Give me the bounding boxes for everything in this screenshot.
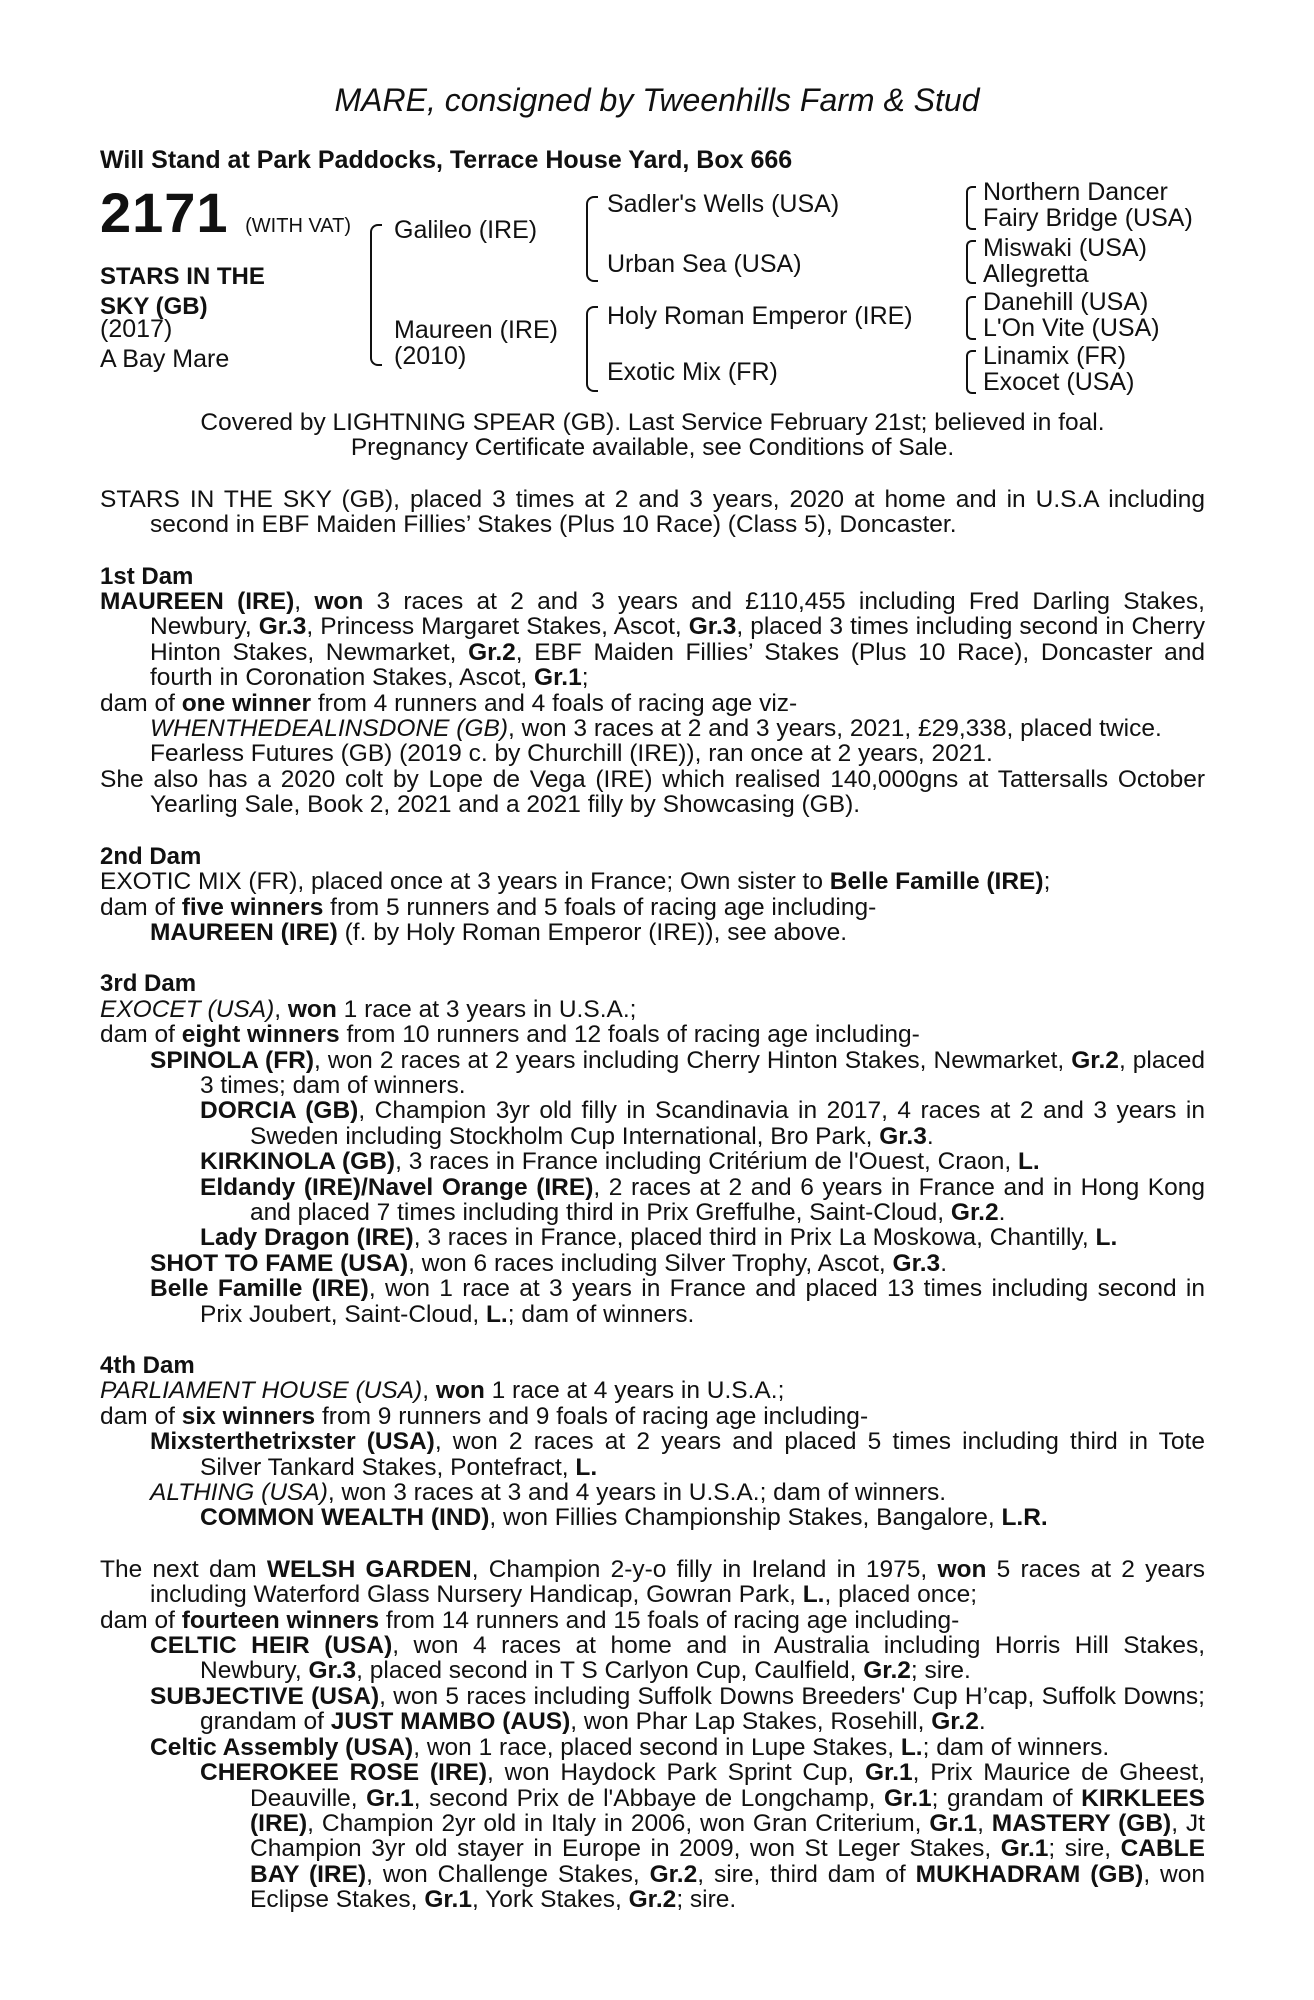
- next-dam-produce: dam of fourteen winners from 14 runners and 15 foals of racing age including-: [100, 1606, 960, 1634]
- first-dam-heading: 1st Dam: [100, 562, 194, 590]
- produce-entry: MAUREEN (IRE) (f. by Holy Roman Emperor (IRE)), see above.: [150, 918, 848, 946]
- produce-entry: Eldandy (IRE)/Navel Orange (IRE), 2 races at 2 and 6 years in France and in Hong Kong and placed 7 times including third in Prix Greffulhe, Saint-Cloud, Gr.2.: [200, 1173, 1206, 1226]
- produce-entry: Mixsterthetrixster (USA), won 2 races at 2 years and placed 5 times including third in Tote Silver Tankard Stakes, Pontefract, L.: [150, 1428, 1205, 1481]
- third-dam-record: EXOCET (USA), won 1 race at 3 years in U.S.A.;: [100, 995, 637, 1023]
- first-dam-record: MAUREEN (IRE), won 3 races at 2 and 3 years and £110,455 including Fred Darling Stakes, Newbury, Gr.3, Princess Margaret Stakes, Ascot, Gr.3, placed 3 times including second in Cherry Hinton Stakes, Newmarket, Gr.2, EBF Maiden Fillies’ Stakes (Plus 10 Race), Doncaster and fourth in Coronation Stakes, Ascot, Gr.1;: [100, 588, 1205, 692]
- second-dam-heading: 2nd Dam: [100, 842, 202, 870]
- next-dam-record: The next dam WELSH GARDEN, Champion 2-y-o filly in Ireland in 1975, won 5 races at 2 years including Waterford Glass Nursery Handicap, Gowran Park, L., placed once;: [100, 1555, 1206, 1609]
- lot-number-value: 2171: [100, 181, 229, 244]
- covered-note: Covered by LIGHTNING SPEAR (GB). Last Service February 21st; believed in foal.: [200, 409, 1105, 436]
- horse-name-line2: SKY (GB): [100, 293, 208, 320]
- ancestor-8: Exocet (USA): [983, 368, 1135, 396]
- vat-note: (WITH VAT): [245, 215, 352, 237]
- sire-name: Galileo (IRE): [394, 216, 538, 244]
- dam-dam: Exotic Mix (FR): [607, 358, 778, 386]
- race-summary: STARS IN THE SKY (GB), placed 3 times at 2 and 3 years, 2020 at home and in U.S.A including second in EBF Maiden Fillies’ Stakes (Plus 10 Race) (Class 5), Doncaster.: [100, 485, 1205, 539]
- sire-brace: [586, 196, 598, 282]
- dam-brace: [586, 306, 598, 392]
- dam-sire: Holy Roman Emperor (IRE): [607, 302, 913, 330]
- produce-entry: COMMON WEALTH (IND), won Fillies Championship Stakes, Bangalore, L.R.: [200, 1504, 1048, 1532]
- brace-g3: [966, 296, 976, 340]
- produce-entry: KIRKINOLA (GB), 3 races in France including Critérium de l'Ouest, Craon, L.: [200, 1148, 1040, 1176]
- sire-dam: Urban Sea (USA): [607, 250, 802, 278]
- second-dam-record: EXOTIC MIX (FR), placed once at 3 years in France; Own sister to Belle Famille (IRE);: [100, 868, 1051, 896]
- third-dam-heading: 3rd Dam: [100, 970, 197, 998]
- produce-entry: ALTHING (USA), won 3 races at 3 and 4 years in U.S.A.; dam of winners.: [150, 1479, 947, 1507]
- fourth-dam-record: PARLIAMENT HOUSE (USA), won 1 race at 4 years in U.S.A.;: [100, 1377, 785, 1405]
- produce-entry: Fearless Futures (GB) (2019 c. by Churchill (IRE)), ran once at 2 years, 2021.: [150, 740, 993, 768]
- horse-name-line1: STARS IN THE: [100, 263, 265, 290]
- ancestor-2: Fairy Bridge (USA): [983, 204, 1193, 232]
- produce-entry: Celtic Assembly (USA), won 1 race, placed second in Lupe Stakes, L.; dam of winners.: [150, 1733, 1110, 1761]
- stand-location: Will Stand at Park Paddocks, Terrace House Yard, Box 666: [100, 146, 793, 174]
- catalogue-body: [100, 410, 1205, 1913]
- produce-entry: WHENTHEDEALINSDONE (GB), won 3 races at 2 and 3 years, 2021, £29,338, placed twice.: [150, 715, 1162, 743]
- brace-g2: [966, 240, 976, 284]
- produce-entry: Belle Famille (IRE), won 1 race at 3 years in France and placed 13 times including second in Prix Joubert, Saint-Cloud, L.; dam of winners.: [150, 1275, 1205, 1328]
- ancestor-4: Allegretta: [983, 260, 1089, 288]
- foaling-year: (2017): [100, 315, 173, 343]
- horse-info: [100, 314, 229, 374]
- horse-name: [100, 262, 265, 322]
- ancestor-5: Danehill (USA): [983, 288, 1149, 316]
- brace-g1: [966, 186, 976, 230]
- ancestor-7: Linamix (FR): [983, 342, 1127, 370]
- produce-entry: SPINOLA (FR), won 2 races at 2 years including Cherry Hinton Stakes, Newmarket, Gr.2, placed 3 times; dam of winners.: [150, 1046, 1205, 1099]
- second-dam-produce: dam of five winners from 5 runners and 5 foals of racing age including-: [100, 893, 877, 921]
- brace-g4: [966, 350, 976, 394]
- produce-entry: CELTIC HEIR (USA), won 4 races at home and in Australia including Horris Hill Stakes, Newbury, Gr.3, placed second in T S Carlyon Cup, Caulfield, Gr.2; sire.: [150, 1632, 1206, 1685]
- produce-entry: SHOT TO FAME (USA), won 6 races including Silver Trophy, Ascot, Gr.3.: [150, 1249, 948, 1277]
- lot-number: [100, 180, 351, 245]
- third-dam-produce: dam of eight winners from 10 runners and 12 foals of racing age including-: [100, 1021, 920, 1049]
- produce-entry: DORCIA (GB), Champion 3yr old filly in Scandinavia in 2017, 4 races at 2 and 3 years in Sweden including Stockholm Cup International, Bro Park, Gr.3.: [200, 1097, 1206, 1150]
- pedigree-brace: [370, 224, 382, 366]
- dam-name: Maureen (IRE): [394, 316, 558, 344]
- ancestor-1: Northern Dancer: [983, 178, 1168, 206]
- first-dam-produce: dam of one winner from 4 runners and 4 foals of racing age viz-: [100, 689, 798, 717]
- sire-sire: Sadler's Wells (USA): [607, 190, 840, 218]
- horse-description: A Bay Mare: [100, 345, 230, 373]
- produce-entry: SUBJECTIVE (USA), won 5 races including Suffolk Downs Breeders' Cup H’cap, Suffolk Downs; grandam of JUST MAMBO (AUS), won Phar Lap Stakes, Rosehill, Gr.2.: [150, 1682, 1205, 1736]
- first-dam-note: She also has a 2020 colt by Lope de Vega (IRE) which realised 140,000gns at Tattersalls October Yearling Sale, Book 2, 2021 and a 2021 filly by Showcasing (GB).: [100, 765, 1205, 819]
- produce-entry: Lady Dragon (IRE), 3 races in France, placed third in Prix La Moskowa, Chantilly, L.: [200, 1224, 1118, 1252]
- ancestor-3: Miswaki (USA): [983, 234, 1147, 262]
- ancestor-6: L'On Vite (USA): [983, 314, 1160, 342]
- produce-entry: CHEROKEE ROSE (IRE), won Haydock Park Sprint Cup, Gr.1, Prix Maurice de Gheest, Deauville, Gr.1, second Prix de l'Abbaye de Longchamp, Gr.1; grandam of KIRKLEES (IRE), Champion 2yr old in Italy in 2006, won Gran Criterium, Gr.1, MASTERY (GB), Jt Champion 3yr old stayer in Europe in 2009, won St Leger Stakes, Gr.1; sire, CABLE BAY (IRE), won Challenge Stakes, Gr.2, sire, third dam of MUKHADRAM (GB), won Eclipse Stakes, Gr.1, York Stakes, Gr.2; sire.: [200, 1759, 1206, 1914]
- fourth-dam-produce: dam of six winners from 9 runners and 9 foals of racing age including-: [100, 1402, 869, 1430]
- dam-foaled: (2010): [394, 342, 467, 370]
- page-title: MARE, consigned by Tweenhills Farm & Stud: [334, 82, 980, 118]
- fourth-dam-heading: 4th Dam: [100, 1352, 195, 1379]
- pregnancy-note: Pregnancy Certificate available, see Conditions of Sale.: [350, 434, 955, 462]
